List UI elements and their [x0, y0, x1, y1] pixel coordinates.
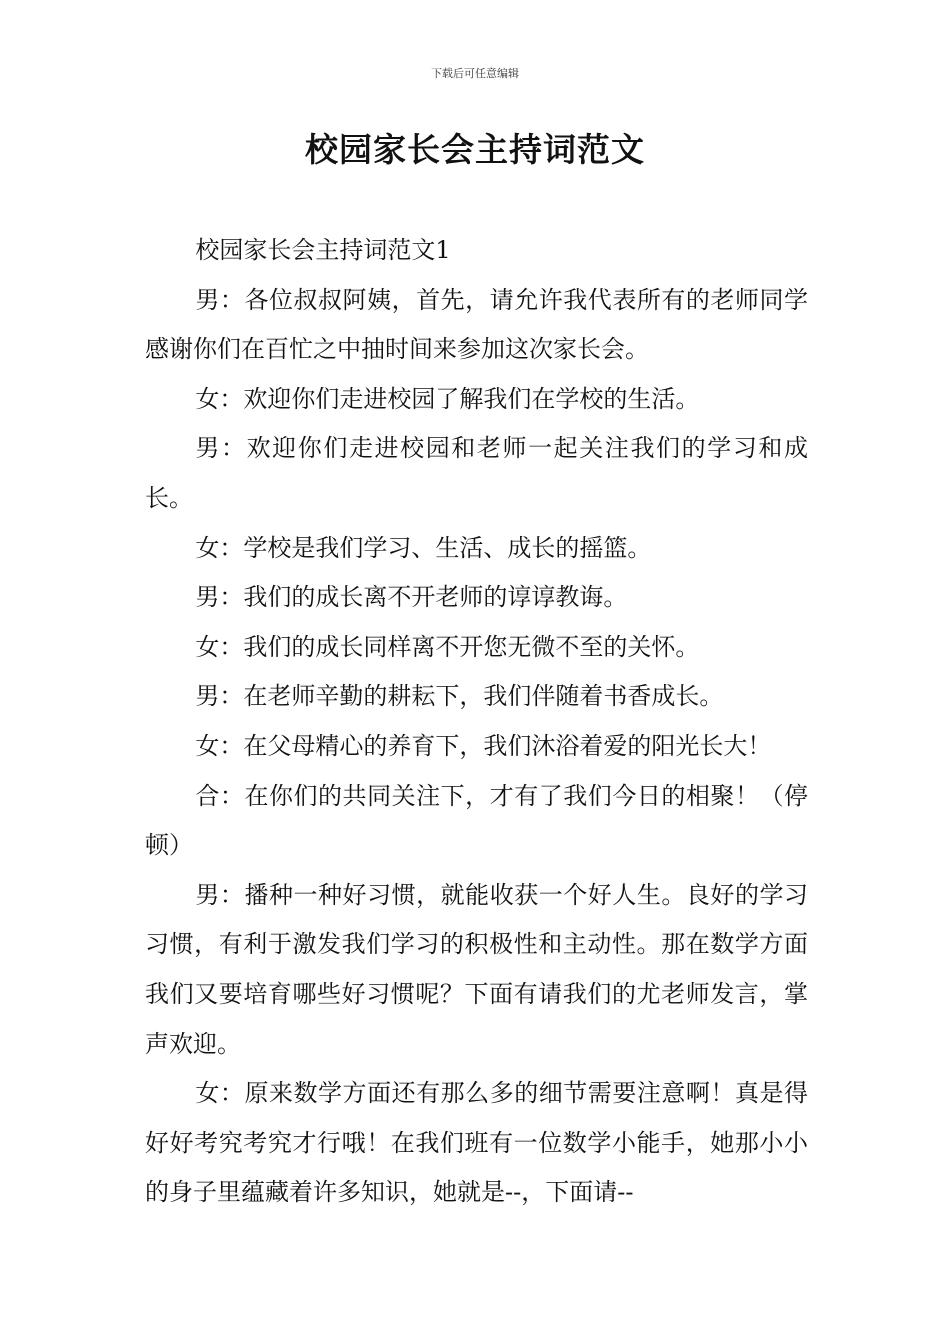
paragraph: 男：播种一种好习惯，就能收获一个好人生。良好的学习习惯，有利于激发我们学习的积极性和主动性。那在数学方面我们又要培育哪些好习惯呢？下面有请我们的尤老师发言，掌声欢迎。: [145, 880, 808, 1058]
document-body: [145, 226, 808, 1218]
section-heading: 校园家长会主持词范文1: [195, 236, 451, 264]
header-note: 下载后可任意编辑: [431, 67, 519, 80]
paragraph: 女：欢迎你们走进校园了解我们在学校的生活。: [195, 384, 700, 413]
paragraph: 合：在你们的共同关注下，才有了我们今日的相聚！（停顿）: [145, 781, 808, 860]
paragraph: 男：欢迎你们走进校园和老师一起关注我们的学习和成长。: [145, 434, 808, 512]
paragraph: 女：我们的成长同样离不开您无微不至的关怀。: [195, 632, 700, 661]
document-title: 校园家长会主持词范文: [305, 130, 645, 169]
paragraph: 女：学校是我们学习、生活、成长的摇篮。: [195, 533, 652, 562]
paragraph: 男：各位叔叔阿姨，首先，请允许我代表所有的老师同学感谢你们在百忙之中抽时间来参加这次家长会。: [145, 285, 808, 364]
paragraph: 女：在父母精心的养育下，我们沐浴着爱的阳光长大！: [195, 731, 772, 760]
paragraph: 男：我们的成长离不开老师的谆谆教诲。: [195, 583, 628, 612]
paragraph: 男：在老师辛勤的耕耘下，我们伴随着书香成长。: [195, 682, 724, 711]
paragraph: 女：原来数学方面还有那么多的细节需要注意啊！真是得好好考究考究才行哦！在我们班有一位数学小能手，她那小小的身子里蕴藏着许多知识，她就是--，下面请--: [145, 1079, 808, 1207]
